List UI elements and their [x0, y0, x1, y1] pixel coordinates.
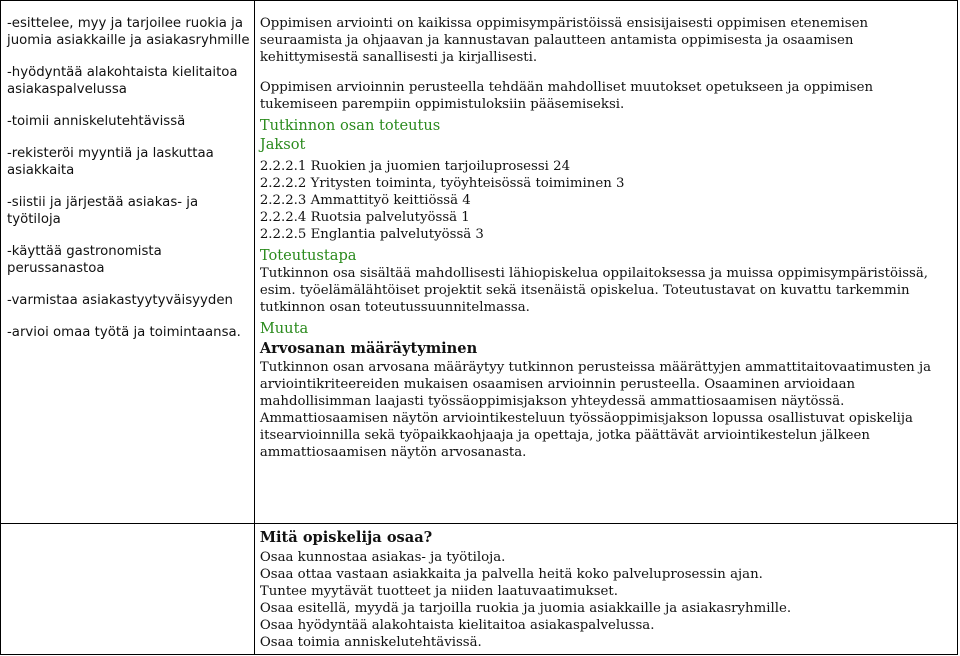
- list-item: -toimii anniskelutehtävissä: [7, 114, 186, 129]
- list-item: -siistii ja järjestää asiakas- ja työtiloja: [7, 195, 199, 227]
- section-heading-arvosanan: Arvosanan määräytyminen: [259, 340, 478, 357]
- list-item: Osaa toimia anniskelutehtävissä.: [259, 635, 482, 650]
- arvosanan-paragraph: Tutkinnon osan arvosana määräytyy tutkinnon perusteissa määrättyjen ammattitaitovaatimusten ja arviointikriteereiden mukaisen osaamisen arvioinnin perusteella. Osaaminen arvioidaan mahdollisimman laajasti työssäoppimisjakson yhteydessä ammattiosaamisen näytössä. Ammattiosaamisen näytön arviointikesteluun työssäoppimisjakson lopussa osallistuvat opiskelija itsearvioinnilla sekä työpaikkaohjaaja ja opettaja, jotka päättävät arviointikestelun jälkeen ammattiosaamisen näytön arvosanasta.: [259, 360, 932, 460]
- question-title: Mitä opiskelija osaa?: [259, 529, 433, 546]
- list-item: -esittelee, myy ja tarjoilee ruokia ja juomia asiakkaille ja asiakasryhmille: [7, 16, 250, 48]
- jaksot-list: [260, 158, 951, 243]
- right-column-cell: [254, 1, 957, 524]
- left-column-cell: [1, 1, 255, 524]
- section-heading-muuta: Muuta: [259, 320, 309, 337]
- list-item: Osaa kunnostaa asiakas- ja työtiloja.: [259, 550, 506, 565]
- skills-list: [1, 1, 254, 341]
- list-item: -arvioi omaa työtä ja toimintaansa.: [7, 325, 241, 340]
- section-heading-jaksot: Jaksot: [259, 136, 306, 153]
- assessment-paragraph: Oppimisen arvioinnin perusteella tehdään mahdolliset muutokset opetukseen ja oppimisen tukemiseen parempiin oppimistuloksiin pääsemiseksi.: [259, 80, 874, 112]
- list-item: Osaa hyödyntää alakohtaista kielitaitoa asiakaspalvelussa.: [259, 618, 655, 633]
- left-empty-cell: [1, 524, 255, 655]
- list-item: Tuntee myytävät tuotteet ja niiden laatuvaatimukset.: [259, 584, 618, 599]
- list-item: Osaa ottaa vastaan asiakkaita ja palvella heitä koko palveluprosessin ajan.: [259, 567, 763, 582]
- question-cell: [254, 524, 957, 655]
- assessment-content: [255, 1, 957, 461]
- assessment-paragraph: Oppimisen arviointi on kaikissa oppimisympäristöissä ensisijaisesti oppimisen etenemisen seuraamista ja ohjaavan ja kannustavan palautteen antamista oppimisesta ja osaamisen kehittymisestä sanallisesti ja kirjallisesti.: [259, 16, 869, 65]
- list-item: 2.2.2.4 Ruotsia palvelutyössä 1: [259, 210, 470, 225]
- list-item: 2.2.2.3 Ammattityö keittiössä 4: [259, 193, 471, 208]
- section-heading-toteutustapa: Toteutustapa: [259, 247, 357, 264]
- list-item: Osaa esitellä, myydä ja tarjoilla ruokia ja juomia asiakkaille ja asiakasryhmille.: [259, 601, 792, 616]
- list-item: 2.2.2.5 Englantia palvelutyössä 3: [259, 227, 484, 242]
- question-content: [255, 524, 957, 651]
- list-item: 2.2.2.2 Yritysten toiminta, työyhteisössä toimiminen 3: [259, 176, 625, 191]
- section-heading-toteutus: Tutkinnon osan toteutus: [259, 117, 441, 134]
- list-item: -käyttää gastronomista perussanastoa: [7, 244, 162, 276]
- table-row: [1, 1, 958, 524]
- competence-list: [260, 549, 951, 651]
- table-row: [1, 524, 958, 655]
- list-item: 2.2.2.1 Ruokien ja juomien tarjoiluprosessi 24: [259, 159, 571, 174]
- list-item: -varmistaa asiakastyytyväisyyden: [7, 293, 233, 308]
- list-item: -rekisteröi myyntiä ja laskuttaa asiakkaita: [7, 146, 214, 178]
- list-item: -hyödyntää alakohtaista kielitaitoa asiakaspalvelussa: [7, 65, 238, 97]
- toteutustapa-paragraph: Tutkinnon osa sisältää mahdollisesti lähiopiskelua oppilaitoksessa ja muissa oppimisympäristöissä, esim. työelämälähtöiset projektit sekä itsenäistä opiskelua. Toteutustavat on kuvattu tarkemmin tutkinnon osan toteutussuunnitelmassa.: [259, 266, 929, 315]
